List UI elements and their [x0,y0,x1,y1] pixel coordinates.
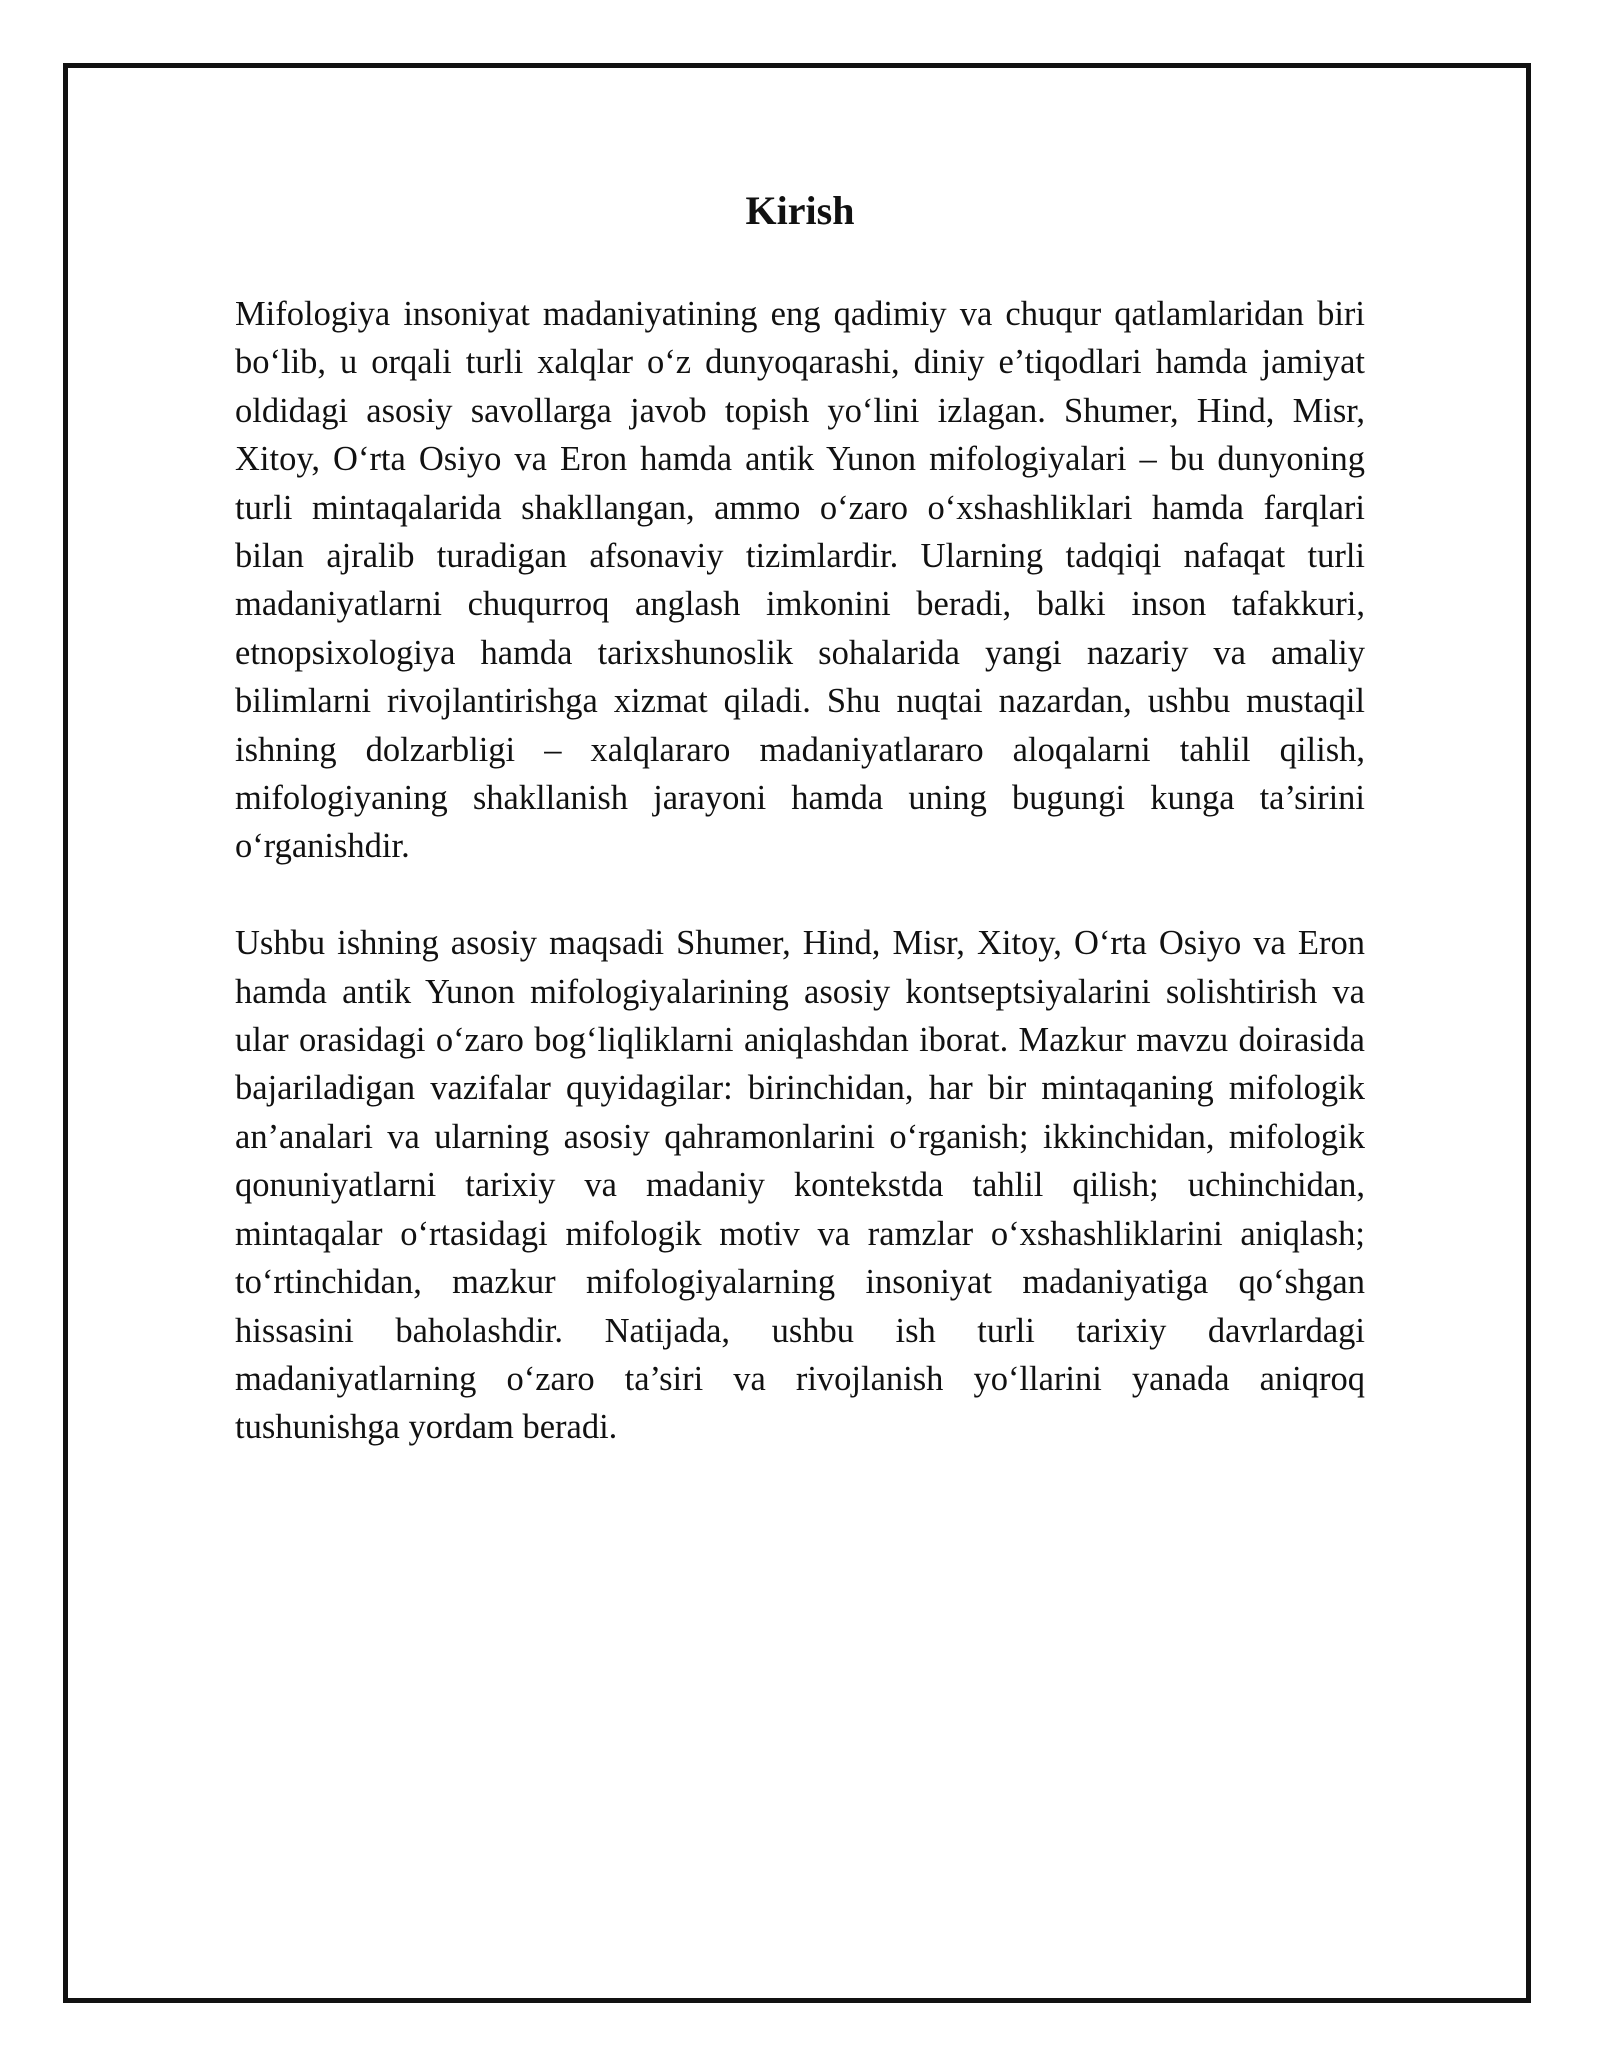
document-body [235,290,1365,1452]
body-paragraph: Mifologiya insoniyat madaniyatining eng qadimiy va chuqur qatlamlaridan biri bo‘lib, u orqali turli xalqlar o‘z dunyoqarashi, diniy e’tiqodlari hamda jamiyat oldidagi asosiy savollarga javob topish yo‘lini izlagan. Shumer, Hind, Misr, Xitoy, O‘rta Osiyo va Eron hamda antik Yunon mifologiyalari – bu dunyoning turli mintaqalarida shakllangan, ammo o‘zaro o‘xshashliklari hamda farqlari bilan ajralib turadigan afsonaviy tizimlardir. Ularning tadqiqi nafaqat turli madaniyatlarni chuqurroq anglash imkonini beradi, balki inson tafakkuri, etnopsixologiya hamda tarixshunoslik sohalarida yangi nazariy va amaliy bilimlarni rivojlantirishga xizmat qiladi. Shu nuqtai nazardan, ushbu mustaqil ishning dolzarbligi – xalqlararo madaniyatlararo aloqalarni tahlil qilish, mifologiyaning shakllanish jarayoni hamda uning bugungi kunga ta’sirini o‘rganishdir. [235,295,1365,866]
body-paragraph: Ushbu ishning asosiy maqsadi Shumer, Hind, Misr, Xitoy, O‘rta Osiyo va Eron hamda antik Yunon mifologiyalarining asosiy kontseptsiyalarini solishtirish va ular orasidagi o‘zaro bog‘liqliklarni aniqlashdan iborat. Mazkur mavzu doirasida bajariladigan vazifalar quyidagilar: birinchidan, har bir mintaqaning mifologik an’analari va ularning asosiy qahramonlarini o‘rganish; ikkinchidan, mifologik qonuniyatlarni tarixiy va madaniy kontekstda tahlil qilish; uchinchidan, mintaqalar o‘rtasidagi mifologik motiv va ramzlar o‘xshashliklarini aniqlash; to‘rtinchidan, mazkur mifologiyalarning insoniyat madaniyatiga qo‘shgan hissasini baholashdir. Natijada, ushbu ish turli tarixiy davrlardagi madaniyatlarning o‘zaro ta’siri va rivojlanish yo‘llarini yanada aniqroq tushunishga yordam beradi. [235,924,1365,1447]
page-title: Kirish [745,188,855,233]
